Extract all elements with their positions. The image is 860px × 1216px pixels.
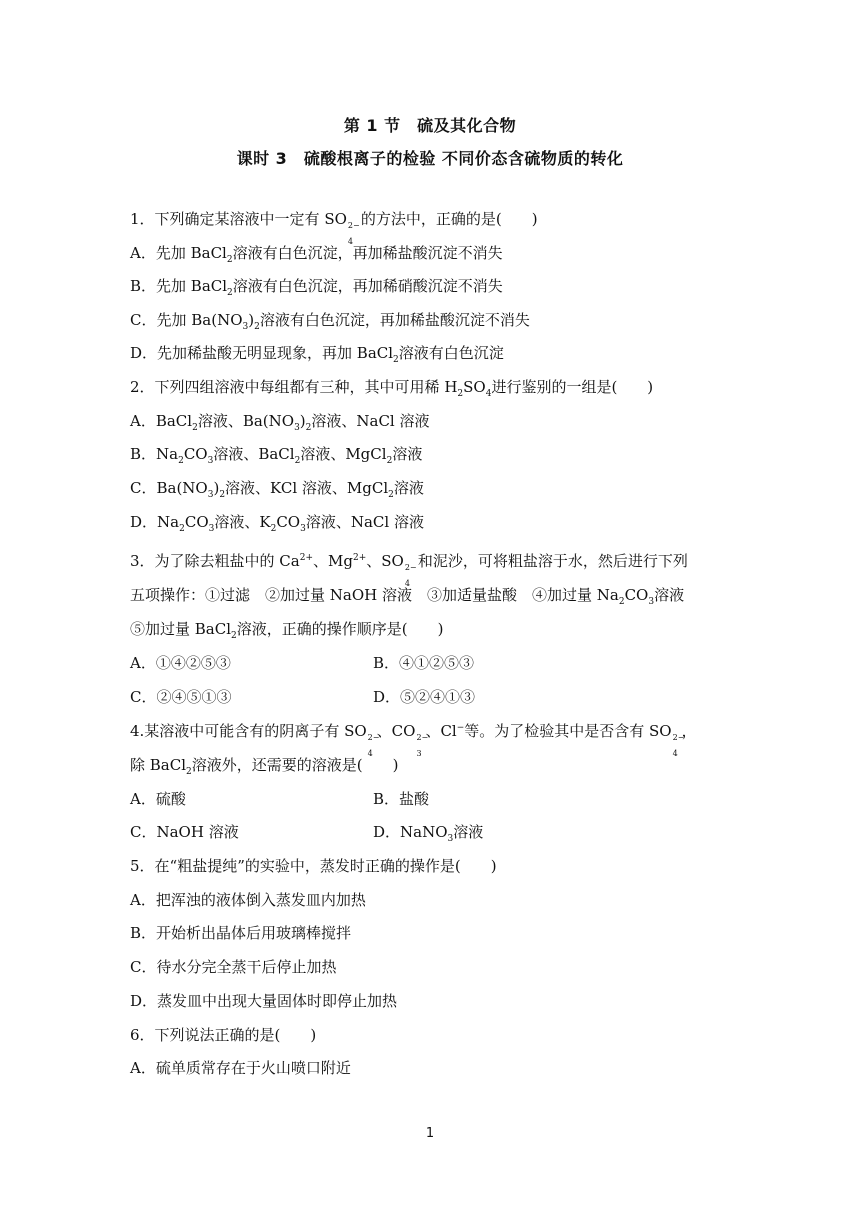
question-2-option-c: C．$Ba(NO_3)_2$溶液、KCl 溶液、MgCl$_2$溶液 — [130, 479, 424, 500]
question-4-option-c: C．NaOH 溶液 — [130, 823, 239, 841]
question-3-option-d: D．⑤②④①③ — [373, 688, 476, 706]
question-1-option-b: B．先加 BaCl$_2$溶液有白色沉淀，再加稀硝酸沉淀不消失 — [130, 277, 503, 298]
question-5-option-a: A．把浑浊的液体倒入蒸发皿内加热 — [130, 891, 366, 909]
question-4-options-row-1 — [130, 788, 740, 810]
question-3-option-b: B．④①②⑤③ — [373, 654, 475, 672]
question-2-stem: 2．下列四组溶液中每组都有三种，其中可用稀 $H_2SO_4$进行鉴别的一组是( ) — [130, 378, 654, 399]
page-number: 1 — [425, 1126, 435, 1141]
question-5-stem: 5．在“粗盐提纯”的实验中，蒸发时正确的操作是( ) — [130, 857, 497, 875]
question-5-option-d: D．蒸发皿中出现大量固体时即停止加热 — [130, 992, 398, 1010]
question-4-option-a: A．硫酸 — [130, 790, 186, 808]
question-3-option-c: C．②④⑤①③ — [130, 688, 232, 706]
section-title: 第 1 节 硫及其化合物 — [343, 116, 517, 135]
question-6-option-a: A．硫单质常存在于火山喷口附近 — [130, 1059, 351, 1077]
question-3-stem-line-3: ⑤加过量 BaCl$_2$溶液，正确的操作顺序是( ) — [130, 620, 444, 641]
question-6-stem: 6．下列说法正确的是( ) — [130, 1026, 317, 1044]
question-1-stem: 1．下列确定某溶液中一定有 SO 2− 4 的方法中，正确的是( ) — [130, 210, 538, 246]
question-4-stem-line-2: 除 BaCl$_2$溶液外，还需要的溶液是( ) — [130, 756, 399, 777]
question-4-option-b: B．盐酸 — [373, 790, 430, 808]
question-1-option-d: D．先加稀盐酸无明显现象，再加 BaCl$_2$溶液有白色沉淀 — [130, 344, 504, 365]
question-1-option-a: A．先加 BaCl$_2$溶液有白色沉淀，再加稀盐酸沉淀不消失 — [130, 244, 503, 265]
question-1-option-c: C．先加 $Ba(NO_3)_2$溶液有白色沉淀，再加稀盐酸沉淀不消失 — [130, 311, 530, 332]
question-3-options-row-1 — [130, 652, 740, 674]
question-2-option-b: B．$Na_2CO_3$溶液、BaCl$_2$溶液、MgCl$_2$溶液 — [130, 445, 423, 466]
question-4-options-row-2 — [130, 821, 740, 843]
question-5-option-c: C．待水分完全蒸干后停止加热 — [130, 958, 337, 976]
question-3-stem-line-2: 五项操作：①过滤 ②加过量 NaOH 溶液 ③加适量盐酸 ④加过量 $Na_2CO_3$溶液 — [130, 586, 685, 607]
lesson-title: 课时 3 硫酸根离子的检验 不同价态含硫物质的转化 — [236, 149, 624, 168]
question-5-option-b: B．开始析出晶体后用玻璃棒搅拌 — [130, 924, 352, 942]
question-4-option-d: D．NaNO$_3$溶液 — [373, 823, 484, 844]
question-2-option-a: A．BaCl$_2$溶液、$Ba(NO_3)_2$溶液、NaCl 溶液 — [130, 412, 430, 433]
question-3-stem-line-1: 3．为了除去粗盐中的 $Ca^{2+}$、$Mg^{2+}$、SO 2− 4 和泥沙，可将粗盐溶于水，然后进行下列 — [130, 552, 688, 588]
question-4-stem-line-1: 4.某溶液中可能含有的阴离子有 SO 2− 4 、CO 2− 3 、Cl−等。为了检验其中是否含有 SO 2− 4 ， — [130, 722, 697, 758]
question-3-options-row-2 — [130, 686, 740, 708]
question-3-option-a: A．①④②⑤③ — [130, 654, 231, 672]
question-2-option-d: D．$Na_2CO_3$溶液、$K_2CO_3$溶液、NaCl 溶液 — [130, 513, 424, 534]
